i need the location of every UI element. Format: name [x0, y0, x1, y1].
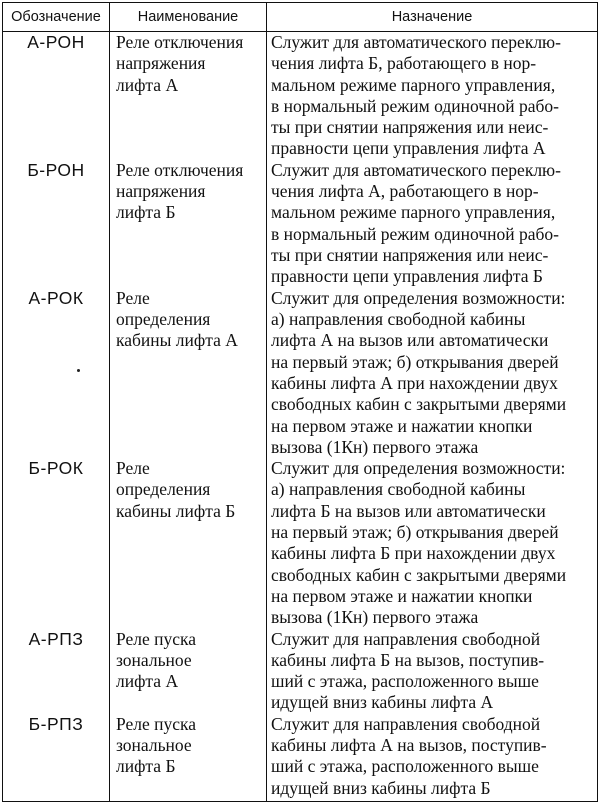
name-line: зональное — [116, 735, 192, 756]
name-line: Реле — [116, 287, 150, 308]
purpose-line: Служит для автоматического переклю- — [271, 32, 561, 52]
cell-code: Б-РОН — [3, 160, 110, 288]
purpose-line: вызова (1Кн) первого этажа — [271, 436, 479, 457]
cell-purpose — [267, 714, 598, 802]
purpose-line: идущей вниз кабины лифта Б — [271, 777, 491, 798]
purpose-line: кабины лифта А при нахождении двух — [271, 372, 558, 393]
scan-speck — [77, 369, 80, 372]
name-line: Реле пуска — [116, 713, 197, 734]
header-name: Наименование — [110, 3, 267, 32]
cell-name — [110, 458, 267, 628]
name-line: кабины лифта Б — [116, 500, 236, 521]
purpose-line: ты при снятии напряжения или неис- — [271, 117, 549, 138]
purpose-line: а) направления свободной кабины — [271, 479, 526, 500]
name-line: напряжения — [116, 53, 206, 74]
name-line: лифта Б — [116, 756, 176, 777]
purpose-line: в нормальный режим одиночной рабо- — [271, 223, 559, 244]
purpose-line: идущей вниз кабины лифта А — [271, 692, 494, 713]
cell-name — [110, 629, 267, 714]
purpose-line: свободных кабин с закрытыми дверями — [271, 394, 567, 415]
purpose-line: мальном режиме парного управления, — [271, 202, 556, 223]
purpose-line: Служит для автоматического переклю- — [271, 159, 561, 180]
header-code: Обозначение — [3, 3, 110, 32]
name-line: определения — [116, 479, 211, 500]
name-line: зональное — [116, 649, 192, 670]
name-line: лифта А — [116, 74, 179, 95]
purpose-line: на первый этаж; б) открывания дверей — [271, 522, 559, 543]
purpose-line: на первом этаже и нажатии кнопки — [271, 415, 533, 436]
name-line: кабины лифта А — [116, 330, 238, 351]
cell-purpose — [267, 629, 598, 714]
purpose-line: кабины лифта А на вызов, поступив- — [271, 735, 547, 756]
cell-purpose — [267, 32, 598, 160]
purpose-line: вызова (1Кн) первого этажа — [271, 607, 479, 628]
name-line: Реле — [116, 458, 150, 479]
name-line: лифта Б — [116, 202, 176, 223]
cell-code: А-РОН — [3, 32, 110, 160]
table-row — [3, 458, 598, 628]
purpose-line: ший с этажа, расположенного выше — [271, 756, 539, 777]
table-row — [3, 714, 598, 802]
name-line: лифта А — [116, 671, 179, 692]
table-row — [3, 288, 598, 458]
cell-purpose — [267, 458, 598, 628]
cell-name — [110, 32, 267, 160]
purpose-line: на первом этаже и нажатии кнопки — [271, 585, 533, 606]
name-line: определения — [116, 309, 211, 330]
name-line: Реле отключения — [116, 32, 244, 52]
purpose-line: Служит для направления свободной — [271, 628, 541, 649]
document-page — [2, 2, 597, 798]
cell-purpose — [267, 160, 598, 288]
cell-name — [110, 160, 267, 288]
purpose-line: мальном режиме парного управления, — [271, 74, 556, 95]
table-row — [3, 629, 598, 714]
cell-code: Б-РПЗ — [3, 714, 110, 802]
name-line: Реле отключения — [116, 159, 244, 180]
cell-purpose — [267, 288, 598, 458]
name-line: Реле пуска — [116, 628, 197, 649]
cell-code: А-РПЗ — [3, 629, 110, 714]
purpose-line: ший с этажа, расположенного выше — [271, 671, 539, 692]
purpose-line: лифта Б на вызов или автоматически — [271, 500, 546, 521]
purpose-line: чения лифта А, работающего в нор- — [271, 181, 539, 202]
purpose-line: в нормальный режим одиночной рабо- — [271, 95, 559, 116]
name-line: напряжения — [116, 181, 206, 202]
header-purpose: Назначение — [267, 3, 598, 32]
purpose-line: Служит для определения возможности: — [271, 287, 566, 308]
purpose-line: а) направления свободной кабины — [271, 309, 526, 330]
cell-name — [110, 714, 267, 802]
purpose-line: лифта А на вызов или автоматически — [271, 330, 549, 351]
purpose-line: Служит для определения возможности: — [271, 458, 566, 479]
purpose-line: ты при снятии напряжения или неис- — [271, 244, 549, 265]
table-row — [3, 160, 598, 288]
purpose-line: на первый этаж; б) открывания дверей — [271, 351, 559, 372]
cell-name — [110, 288, 267, 458]
purpose-line: правности цепи управления лифта А — [271, 138, 546, 159]
purpose-line: кабины лифта Б на вызов, поступив- — [271, 649, 545, 670]
purpose-line: чения лифта Б, работающего в нор- — [271, 53, 537, 74]
cell-code: Б-РОК — [3, 458, 110, 628]
cell-code: А-РОК — [3, 288, 110, 458]
purpose-line: кабины лифта Б при нахождении двух — [271, 543, 556, 564]
purpose-line: Служит для направления свободной — [271, 713, 541, 734]
purpose-line: правности цепи управления лифта Б — [271, 266, 543, 287]
purpose-line: свободных кабин с закрытыми дверями — [271, 564, 567, 585]
table-row — [3, 32, 598, 160]
table-header-row — [3, 3, 598, 32]
relay-table — [2, 2, 598, 802]
